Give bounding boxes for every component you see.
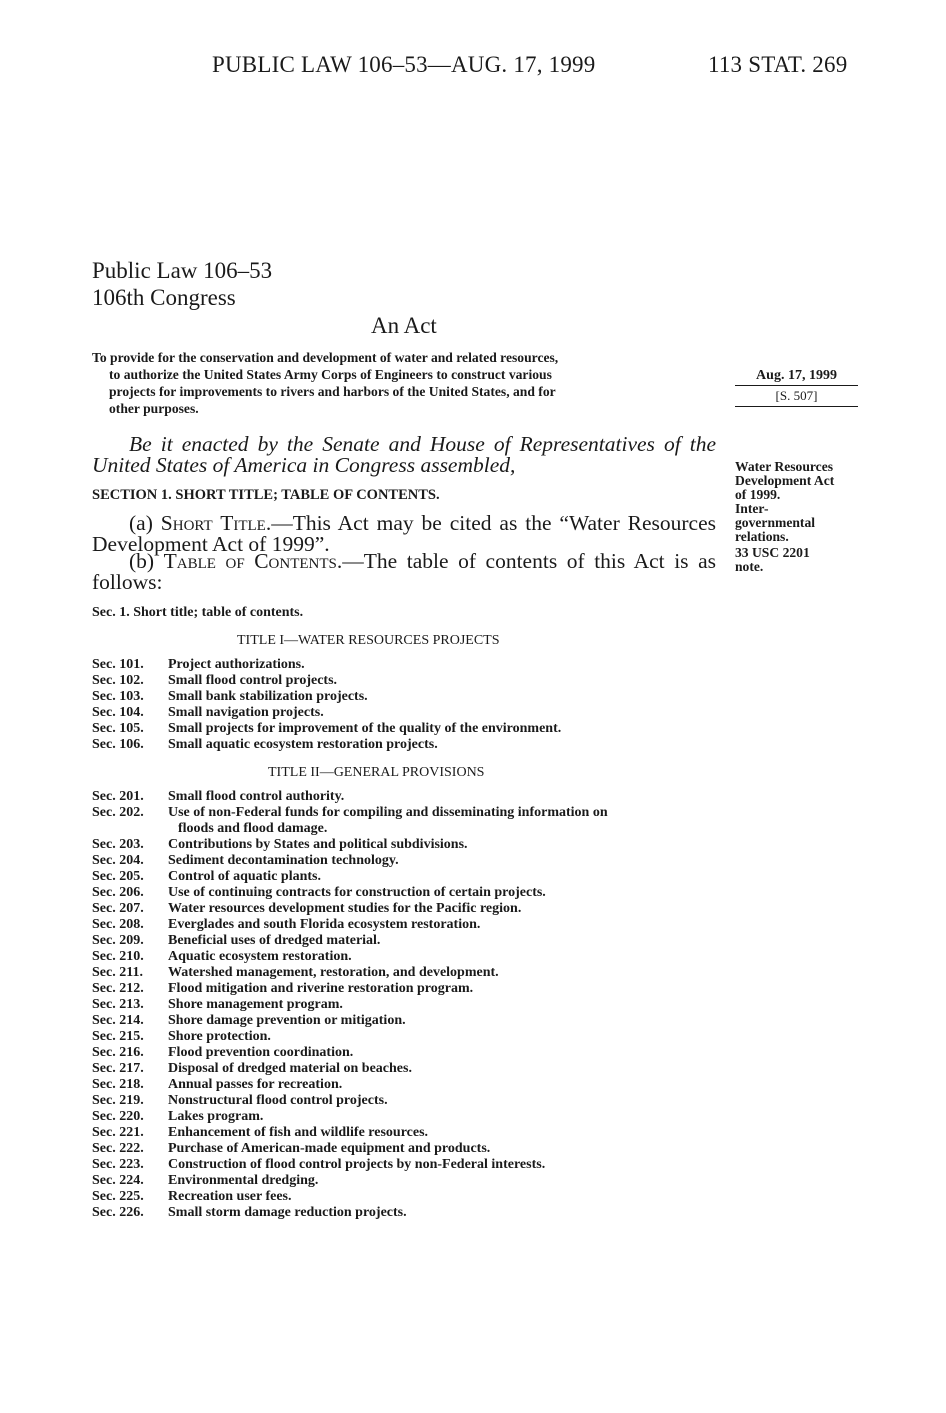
enacting-clause: Be it enacted by the Senate and House of Representatives of the United States of America in Congress assembled, (92, 432, 716, 477)
section-1-heading: SECTION 1. SHORT TITLE; TABLE OF CONTENTS. (92, 487, 440, 503)
toc-section-title-text: Control of aquatic plants. (168, 869, 321, 884)
toc-section-title-continuation: floods and flood damage. (178, 821, 328, 836)
toc-section-title (168, 1013, 713, 1029)
subsection-a-text: .—This Act may be cited as the “Water Resources Development Act of 1999”. (92, 511, 717, 556)
toc-section-number: Sec. 209. (92, 933, 144, 948)
toc-section-title-text: Flood prevention coordination. (168, 1045, 354, 1060)
toc-section-title-text: Small bank stabilization projects. (168, 689, 368, 704)
toc-entry (92, 689, 713, 705)
toc-section-title-text: Contributions by States and political subdivisions. (168, 837, 468, 852)
toc-section-number: Sec. 106. (92, 737, 144, 752)
toc-entry (92, 657, 713, 673)
title-i-heading: TITLE I—WATER RESOURCES PROJECTS (237, 633, 500, 648)
toc-section-title (168, 1029, 713, 1045)
toc-entry (92, 1157, 713, 1173)
toc-section-number: Sec. 213. (92, 997, 144, 1012)
toc-section-number: Sec. 207. (92, 901, 144, 916)
toc-section-number: Sec. 210. (92, 949, 144, 964)
enactment-date: Aug. 17, 1999 (735, 368, 858, 386)
toc-section-number: Sec. 222. (92, 1141, 144, 1156)
toc-section-title-text: Construction of flood control projects by non-Federal interests. (168, 1157, 546, 1172)
toc-section-title (168, 933, 713, 949)
toc-section-title (168, 837, 713, 853)
toc-section-title-text: Use of continuing contracts for construction of certain projects. (168, 885, 546, 900)
toc-section-title (168, 1109, 713, 1125)
toc-entry (92, 1045, 713, 1061)
toc-section-number: Sec. 219. (92, 1093, 144, 1108)
toc-section-number: Sec. 104. (92, 705, 144, 720)
toc-section-title-text: Recreation user fees. (168, 1189, 292, 1204)
toc-entry (92, 1029, 713, 1045)
toc-entry (92, 1189, 713, 1205)
purpose-line: To provide for the conservation and development of water and related resources, (92, 350, 559, 365)
toc-section-title-text: Everglades and south Florida ecosystem restoration. (168, 917, 481, 932)
toc-section-title-text: Watershed management, restoration, and development. (168, 965, 499, 980)
toc-section-number: Sec. 215. (92, 1029, 144, 1044)
toc-section-title (168, 853, 713, 869)
toc-section-number: Sec. 220. (92, 1109, 144, 1124)
toc-section-number: Sec. 203. (92, 837, 144, 852)
toc-entry (92, 1093, 713, 1109)
toc-section-number: Sec. 226. (92, 1205, 144, 1220)
toc-section-title-text: Use of non-Federal funds for compiling and disseminating information on (168, 805, 608, 820)
toc-entry (92, 1205, 713, 1221)
toc-section-title-text: Shore damage prevention or mitigation. (168, 1013, 406, 1028)
toc-section-title-text: Aquatic ecosystem restoration. (168, 949, 352, 964)
congress-number: 106th Congress (92, 285, 236, 310)
toc-entry (92, 721, 713, 737)
toc-section-title-text: Annual passes for recreation. (168, 1077, 343, 1092)
toc-section-title (168, 721, 713, 737)
toc-entry (92, 1077, 713, 1093)
toc-section-title (168, 1077, 713, 1093)
toc-entry (92, 1125, 713, 1141)
toc-section-title (168, 1141, 713, 1157)
toc-section-title (168, 885, 713, 901)
toc-entry (92, 901, 713, 917)
toc-section-number: Sec. 225. (92, 1189, 144, 1204)
purpose-line: other purposes. (109, 401, 199, 416)
toc-section-title (168, 869, 713, 885)
toc-section-title-text: Shore management program. (168, 997, 343, 1012)
margin-note: relations. (735, 529, 789, 544)
margin-note: Water Resources (735, 459, 834, 474)
toc-section-number: Sec. 201. (92, 789, 144, 804)
toc-section-number: Sec. 208. (92, 917, 144, 932)
toc-section-number: Sec. 218. (92, 1077, 144, 1092)
toc-section-number: Sec. 204. (92, 853, 144, 868)
stat-page-number: 113 STAT. 269 (708, 52, 848, 77)
margin-note: 33 USC 2201 (735, 545, 810, 560)
toc-section-title (168, 981, 713, 997)
toc-section-title-text: Shore protection. (168, 1029, 271, 1044)
toc-section-number: Sec. 221. (92, 1125, 144, 1140)
toc-section-title-text: Small flood control authority. (168, 789, 345, 804)
toc-section-number: Sec. 214. (92, 1013, 144, 1028)
toc-section-number: Sec. 206. (92, 885, 144, 900)
toc-section-number: Sec. 101. (92, 657, 144, 672)
margin-note: Inter- (735, 501, 769, 516)
toc-section-number: Sec. 202. (92, 805, 144, 820)
toc-section-title-text: Beneficial uses of dredged material. (168, 933, 381, 948)
toc-section-title-text: Small storm damage reduction projects. (168, 1205, 407, 1220)
toc-section-number: Sec. 223. (92, 1157, 144, 1172)
toc-entry (92, 1109, 713, 1125)
toc-section-title (168, 1157, 713, 1173)
toc-section-title-text: Small aquatic ecosystem restoration projects. (168, 737, 438, 752)
toc-section-title-text: Disposal of dredged material on beaches. (168, 1061, 412, 1076)
purpose-line: to authorize the United States Army Corps of Engineers to construct various (109, 367, 552, 382)
toc-section-title (168, 657, 713, 673)
public-law-number: Public Law 106–53 (92, 258, 273, 283)
toc-entry (92, 981, 713, 997)
act-heading: An Act (371, 313, 437, 338)
toc-section-title (168, 965, 713, 981)
toc-entry (92, 1141, 713, 1157)
toc-entry (92, 837, 713, 853)
toc-section-title (168, 1189, 713, 1205)
toc-entry (92, 1061, 713, 1077)
toc-entry (92, 789, 713, 805)
subsection-a-label: (a) (129, 511, 153, 535)
subsection-b-label: (b) (129, 549, 155, 573)
toc-entry (92, 933, 713, 949)
toc-section-number: Sec. 205. (92, 869, 144, 884)
margin-note: of 1999. (735, 487, 781, 502)
subsection-b-caption: Table of Contents (163, 549, 337, 573)
bill-number: [S. 507] (735, 388, 858, 407)
toc-entry (92, 673, 713, 689)
toc-section-title (168, 689, 713, 705)
title-ii-heading: TITLE II—GENERAL PROVISIONS (268, 765, 485, 780)
toc-title-i (92, 657, 713, 753)
toc-entry (92, 1013, 713, 1029)
toc-section-title-text: Small navigation projects. (168, 705, 324, 720)
toc-section-number: Sec. 105. (92, 721, 144, 736)
toc-entry (92, 949, 713, 965)
toc-section-title (168, 917, 713, 933)
toc-title-ii (92, 789, 713, 1221)
toc-entry (92, 869, 713, 885)
toc-section-number: Sec. 224. (92, 1173, 144, 1188)
margin-date-block (735, 368, 858, 407)
toc-entry (92, 705, 713, 721)
toc-entry (92, 605, 303, 621)
toc-section-number: Sec. 102. (92, 673, 144, 688)
subsection-a-caption: Short Title (160, 511, 266, 535)
toc-section-title (168, 1205, 713, 1221)
toc-entry (92, 737, 713, 753)
margin-notes (735, 460, 865, 574)
toc-section-number: Sec. 212. (92, 981, 144, 996)
toc-section-number: Sec. 1. (92, 605, 130, 620)
toc-section-title (168, 737, 713, 753)
toc-section-title (168, 949, 713, 965)
toc-section-title-text: Lakes program. (168, 1109, 264, 1124)
toc-entry (92, 917, 713, 933)
toc-section-title-text: Water resources development studies for the Pacific region. (168, 901, 522, 916)
subsection-b (92, 551, 716, 593)
toc-section-title (168, 805, 713, 837)
toc-section-title-text: Sediment decontamination technology. (168, 853, 399, 868)
toc-entry (92, 805, 713, 837)
margin-note: governmental (735, 515, 816, 530)
toc-section-title (168, 1173, 713, 1189)
toc-section-title-text: Nonstructural flood control projects. (168, 1093, 388, 1108)
toc-section-title-text: Purchase of American-made equipment and products. (168, 1141, 491, 1156)
subsection-b-text: .—The table of contents of this Act is as follows: (92, 549, 717, 594)
toc-section-title (168, 789, 713, 805)
toc-section-title (168, 1125, 713, 1141)
toc-section-title (168, 997, 713, 1013)
toc-section-title (168, 705, 713, 721)
toc-section-title-text: Small flood control projects. (168, 673, 338, 688)
purpose-line: projects for improvements to rivers and harbors of the United States, and for (109, 384, 556, 399)
toc-entry (92, 885, 713, 901)
toc-section-title-text: Small projects for improvement of the quality of the environment. (168, 721, 562, 736)
toc-entry (92, 997, 713, 1013)
toc-section-title: Short title; table of contents. (133, 605, 304, 620)
toc-section-number: Sec. 103. (92, 689, 144, 704)
toc-section-title (168, 901, 713, 917)
toc-section-title-text: Flood mitigation and riverine restoration program. (168, 981, 474, 996)
toc-section-title (168, 1045, 713, 1061)
margin-note: Development Act (735, 473, 835, 488)
toc-section-number: Sec. 217. (92, 1061, 144, 1076)
toc-section-title-text: Project authorizations. (168, 657, 305, 672)
toc-section-title-text: Environmental dredging. (168, 1173, 319, 1188)
toc-entry (92, 853, 713, 869)
margin-note: note. (735, 559, 764, 574)
toc-section-number: Sec. 216. (92, 1045, 144, 1060)
toc-entry (92, 965, 713, 981)
running-title: PUBLIC LAW 106–53—AUG. 17, 1999 (212, 52, 596, 77)
toc-section-number: Sec. 211. (92, 965, 143, 980)
toc-entry (92, 1173, 713, 1189)
toc-section-title-text: Enhancement of fish and wildlife resources. (168, 1125, 429, 1140)
toc-section-title (168, 673, 713, 689)
toc-section-title (168, 1093, 713, 1109)
purpose-clause (92, 349, 715, 417)
toc-section-title (168, 1061, 713, 1077)
